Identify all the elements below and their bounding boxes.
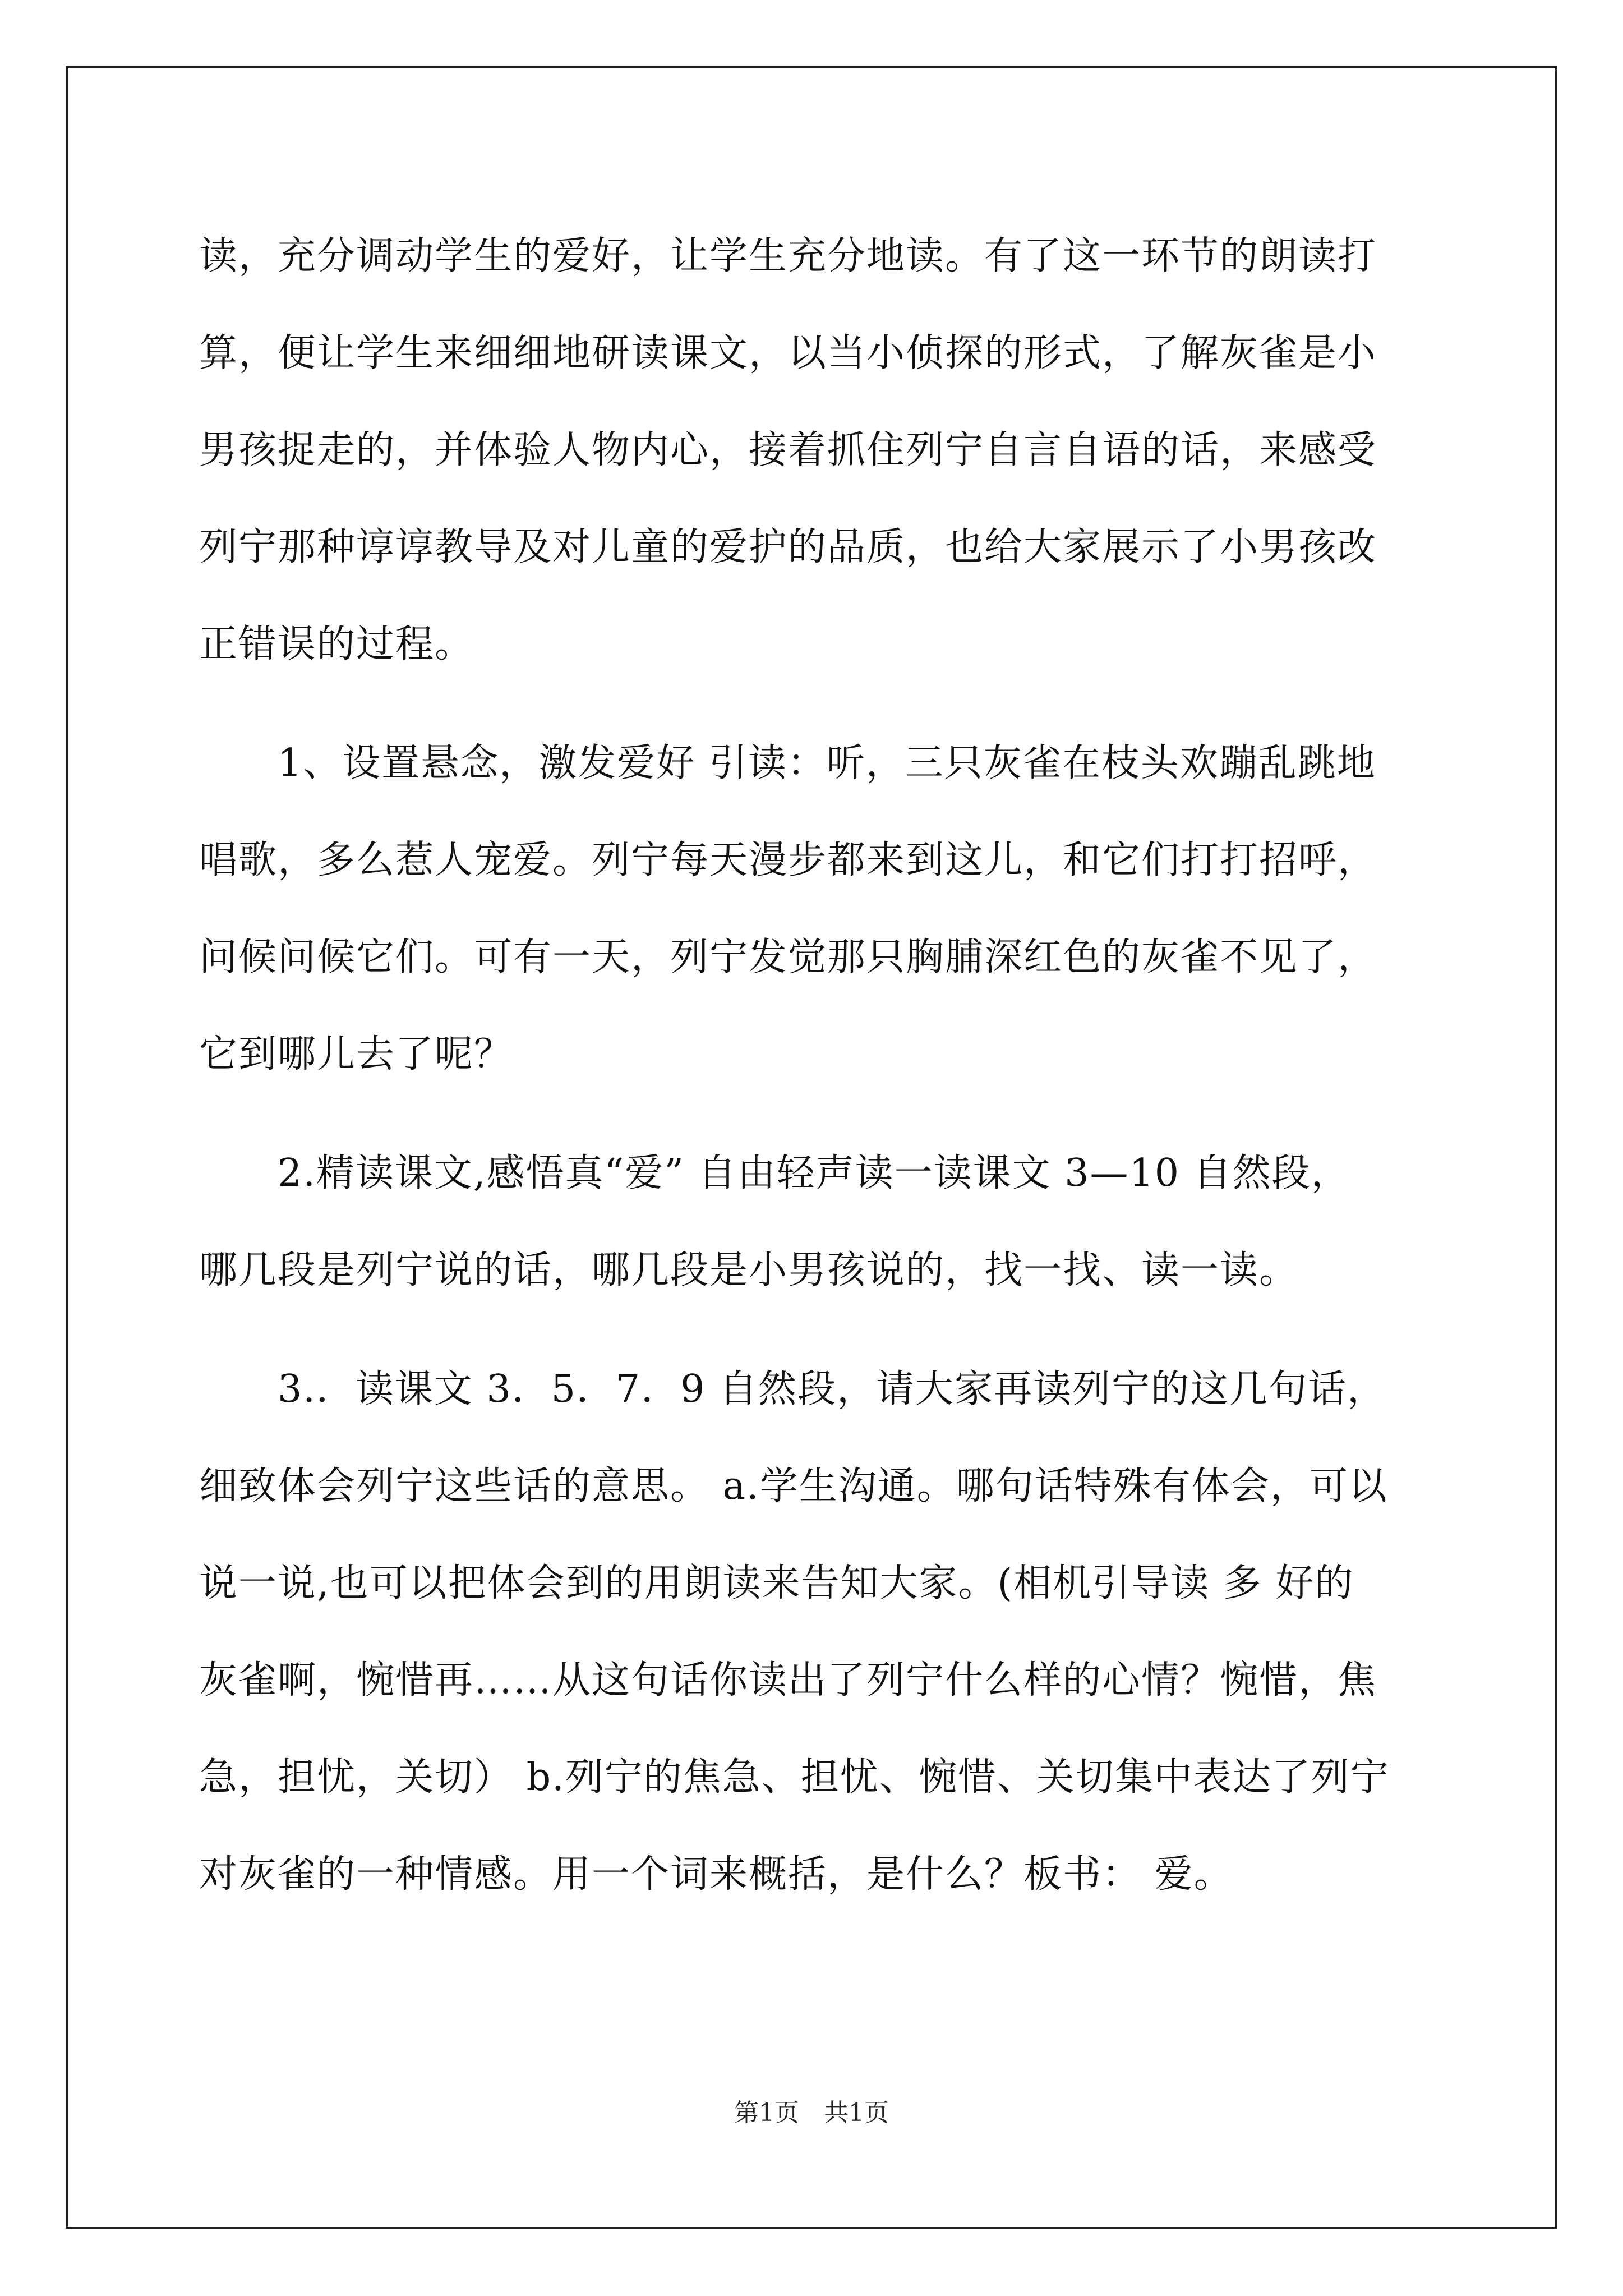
text-line: 2.精读课文,感悟真“爱” 自由轻声读一读课文 3—10 自然段， [199,1151,1350,1195]
text-line: 列宁那种谆谆教导及对儿童的爱护的品质，也给大家展示了小男孩改 [199,525,1377,569]
text-line: 它到哪儿去了呢？ [199,1032,514,1076]
paragraph-1 [199,208,1433,693]
paragraph-4 [199,1341,1433,1923]
text-line: 3.．读课文 3．5．7．9 自然段，请大家再读列宁的这几句话， [199,1367,1387,1411]
text-line: 说一说,也可以把体会到的用朗读来告知大家。(相机引导读 多 好的 [199,1561,1354,1605]
text-line: 哪几段是列宁说的话，哪几段是小男孩说的，找一找、读一读。 [199,1248,1299,1292]
document-body [199,208,1433,1923]
text-line: 细致体会列宁这些话的意思。 a.学生沟通。哪句话特殊有体会，可以 [199,1464,1388,1508]
paragraph-3 [199,1125,1433,1319]
text-line: 1、设置悬念，激发爱好 引读：听，三只灰雀在枝头欢蹦乱跳地 [199,741,1376,785]
text-line: 男孩捉走的，并体验人物内心，接着抓住列宁自言自语的话，来感受 [199,428,1377,472]
text-line: 灰雀啊，惋惜再……从这句话你读出了列宁什么样的心情？惋惜，焦 [199,1658,1377,1703]
text-line: 正错误的过程。 [199,622,474,666]
text-line: 读，充分调动学生的爱好，让学生充分地读。有了这一环节的朗读打 [199,234,1377,278]
paragraph-2 [199,715,1433,1103]
text-line: 问候问候它们。可有一天，列宁发觉那只胸脯深红色的灰雀不见了， [199,935,1377,979]
text-line: 急，担忧，关切） b.列宁的焦急、担忧、惋惜、关切集中表达了列宁 [199,1755,1390,1800]
text-line: 对灰雀的一种情感。用一个词来概括，是什么？板书： 爱。 [199,1852,1233,1897]
page-footer: 第1页 共1页 [734,2099,889,2127]
text-line: 算，便让学生来细细地研读课文，以当小侦探的形式，了解灰雀是小 [199,331,1377,375]
text-line: 唱歌，多么惹人宠爱。列宁每天漫步都来到这儿，和它们打打招呼， [199,838,1377,882]
